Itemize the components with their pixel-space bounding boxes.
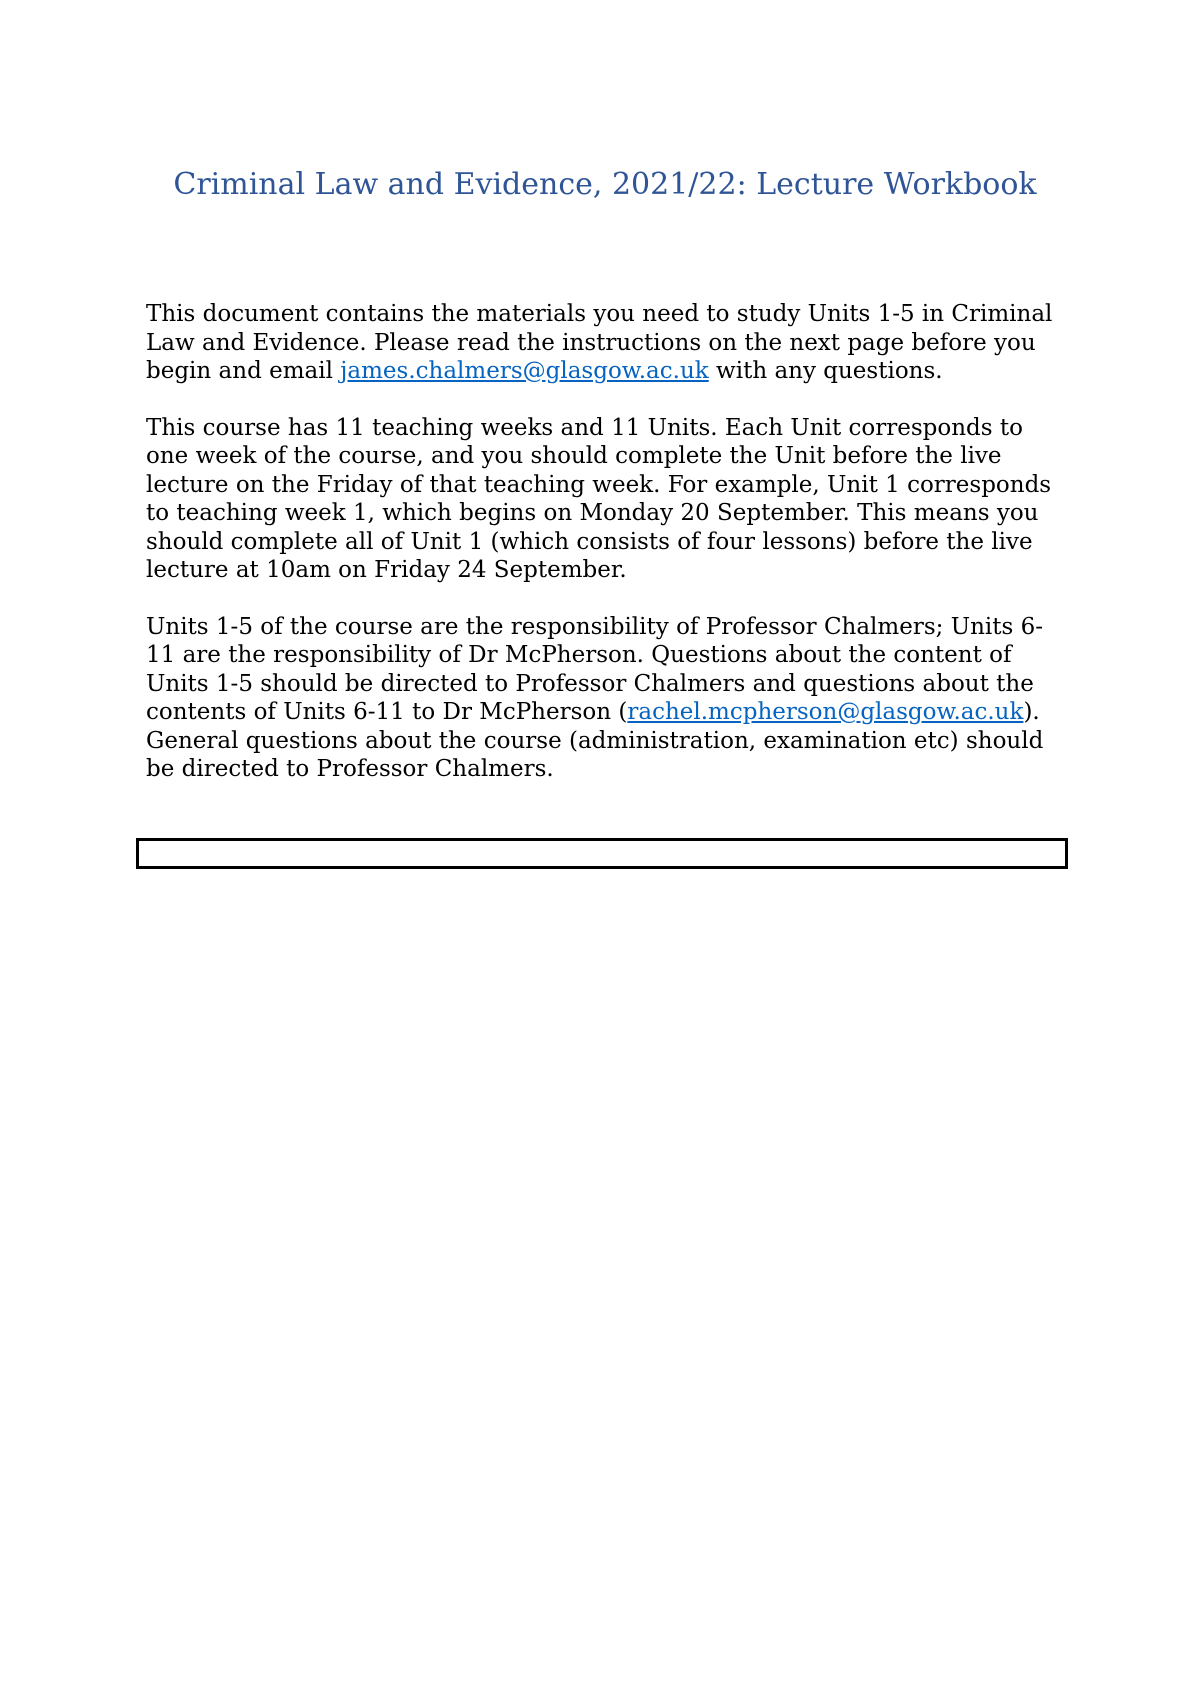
intro-paragraph [146, 300, 1066, 386]
responsibility-paragraph [146, 613, 1066, 784]
intro-text-end: with any questions. [708, 358, 943, 384]
responsibility-text: Units 1-5 of the course are the responsibility of Professor Chalmers; Units 6-11 are the responsibility of Dr McPherson. Questions about the content of Units 1-5 should be directed to Professor Chalmers and questions about the contents of Units 6-11 to Dr McPherson ( [146, 613, 1044, 725]
bordered-box [136, 838, 1068, 869]
mcpherson-email-link[interactable]: rachel.mcpherson@glasgow.ac.uk [627, 699, 1024, 725]
schedule-paragraph: This course has 11 teaching weeks and 11 Units. Each Unit corresponds to one week of the course, and you should complete the Unit before the live lecture on the Friday of that teaching week. For example, Unit 1 corresponds to teaching week 1, which begins on Monday 20 September. This means you should complete all of Unit 1 (which consists of four lessons) before the live lecture at 10am on Friday 24 September. [146, 414, 1052, 583]
document-title: Criminal Law and Evidence, 2021/22: Lecture Workbook [173, 167, 1037, 202]
intro-text: This document contains the materials you need to study Units 1-5 in Criminal Law and Evidence. Please read the instructions on the next page before you begin and email [146, 301, 1053, 384]
document-body [146, 300, 1066, 784]
chalmers-email-link[interactable]: james.chalmers@glasgow.ac.uk [340, 358, 709, 384]
responsibility-text-end: ). General questions about the course (administration, examination etc) should be directed to Professor Chalmers. [146, 699, 1044, 782]
